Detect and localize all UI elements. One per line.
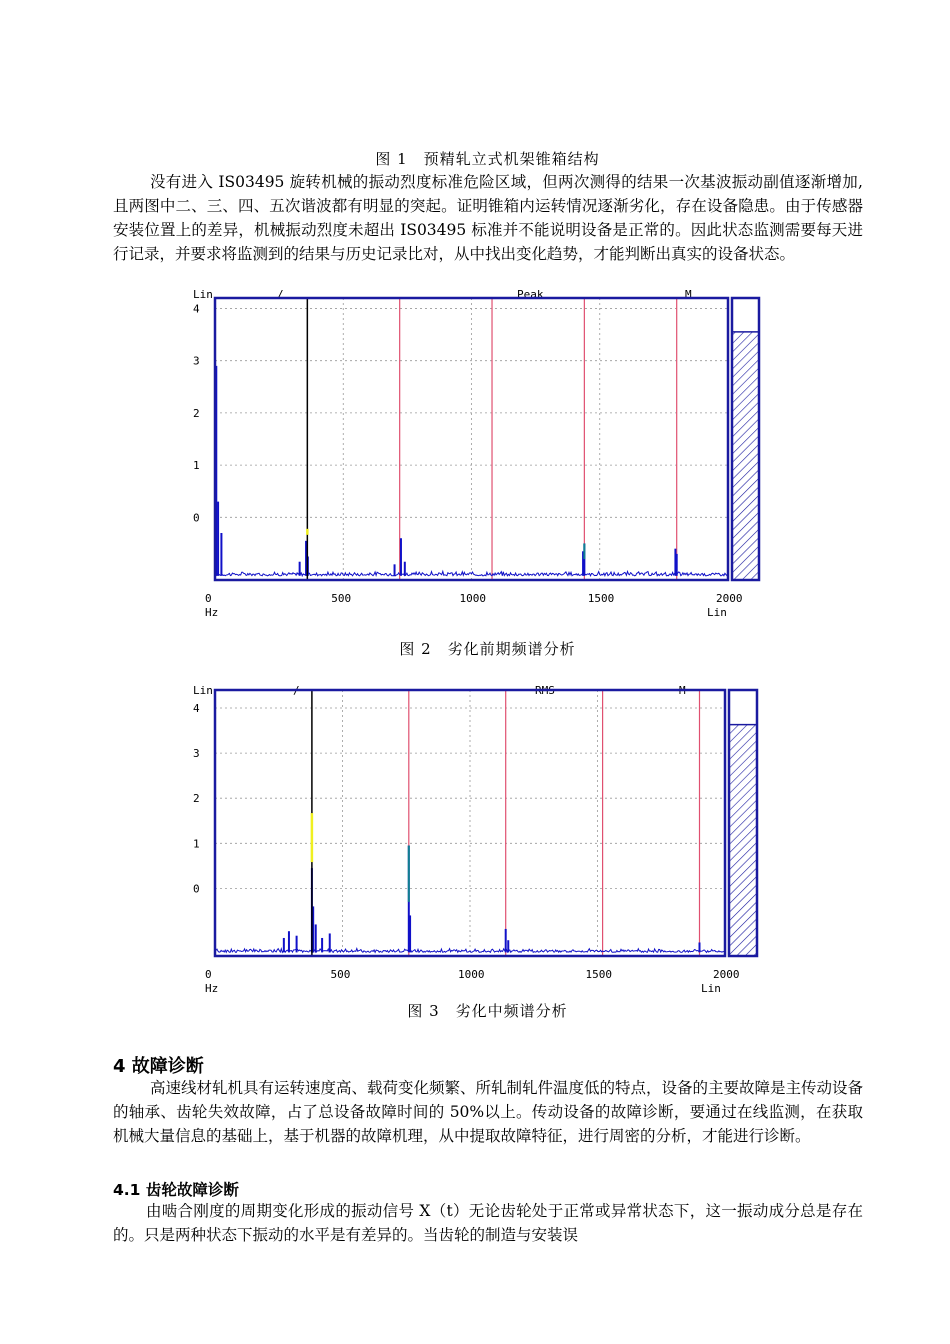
fig2-spectrum-chart [185, 288, 775, 624]
fig3-spectrum-chart [185, 684, 775, 998]
fig2-plot [193, 298, 759, 605]
subsection-4-1-body [113, 1199, 863, 1247]
fig3-x-tick-2000: 2000 [713, 968, 740, 981]
fig2-top-slash: / [277, 288, 284, 301]
fig2-top-left-label: Lin [193, 288, 213, 301]
fig3-y-tick-1: 1 [193, 837, 200, 851]
fig3-y-tick-0: 0 [193, 882, 200, 896]
paragraph-intro-text: 没有进入 IS03495 旋转机械的振动烈度标准危险区域，但两次测得的结果一次基波振动副值逐渐增加,且两图中二、三、四、五次谐波都有明显的突起。证明锥箱内运转情况逐渐劣化，存在设备隐患。由于传感器安装位置上的差异，机械振动烈度未超出 IS03495 标准并不能说明设备是正常的。因此状态监测需要每天进行记录，并要求将监测到的结果与历史记录比对，从中找出变化趋势，才能判断出真实的设备状态。 [113, 173, 863, 263]
fig2-caption: 图 2 劣化前期频谱分析 [399, 640, 576, 658]
fig3-x-unit-left: Hz [205, 982, 219, 995]
fig2-y-tick-1: 1 [193, 459, 200, 473]
fig2-x-tick-1000: 1000 [459, 592, 486, 605]
section-4 [113, 1052, 863, 1078]
subsection-4-1-paragraph: 由啮合刚度的周期变化形成的振动信号 X（t）无论齿轮处于正常或异常状态下，这一振动成分总是存在的。只是两种状态下振动的水平是有差异的。当齿轮的制造与安装误 [113, 1202, 863, 1244]
fig2-x-tick-1500: 1500 [587, 592, 615, 605]
fig3-caption: 图 3 劣化中频谱分析 [407, 1002, 568, 1020]
fig3-top-right-label: M [679, 684, 686, 697]
fig3-x-unit-right: Lin [701, 982, 721, 995]
fig2-y-tick-0: 0 [193, 511, 200, 525]
fig1-caption: 图 1 预精轧立式机架锥箱结构 [375, 150, 600, 168]
fig3-plot [193, 690, 757, 981]
fig2-top-mid-label: Peak [517, 288, 544, 301]
fig2-top-right-label: M [685, 288, 692, 301]
fig2-y-tick-2: 2 [193, 406, 200, 420]
fig3-level-bar-fill [729, 725, 757, 956]
fig3-top-left-label: Lin [193, 684, 213, 697]
fig2-x-unit-left: Hz [205, 606, 219, 619]
fig2-y-tick-4: 4 [193, 302, 200, 316]
section-4-body [113, 1076, 863, 1148]
fig3-x-tick-1000: 1000 [458, 968, 485, 981]
fig3-top-mid-label: RMS [535, 684, 555, 697]
section-4-paragraph: 高速线材轧机具有运转速度高、载荷变化频繁、所轧制轧件温度低的特点，设备的主要故障是主传动设备的轴承、齿轮失效故障，占了总设备故障时间的 50%以上。传动设备的故障诊断，要通过在线监测，在获取机械大量信息的基础上，基于机器的故障机理，从中提取故障特征，进行周密的分析，才能进行诊断。 [113, 1079, 864, 1145]
fig2-x-tick-500: 500 [331, 592, 352, 605]
subsection-4-1 [113, 1178, 863, 1200]
fig3-x-tick-1500: 1500 [585, 968, 612, 981]
fig3-x-tick-0: 0 [205, 968, 212, 981]
fig2-x-unit-right: Lin [707, 606, 727, 619]
paragraph-intro [113, 170, 863, 266]
fig2-level-bar-fill [732, 332, 759, 580]
fig3-x-tick-500: 500 [330, 968, 351, 981]
fig2-spectrum-trace [215, 571, 728, 575]
fig2-x-tick-2000: 2000 [716, 592, 743, 605]
fig3-y-tick-4: 4 [193, 702, 200, 716]
fig3-y-tick-3: 3 [193, 747, 200, 761]
fig3-top-slash: / [293, 684, 300, 697]
subsection-4-1-heading: 4.1 齿轮故障诊断 [113, 1181, 239, 1199]
section-4-heading: 4 故障诊断 [113, 1056, 204, 1077]
fig2-y-tick-3: 3 [193, 354, 200, 368]
fig3-y-tick-2: 2 [193, 792, 200, 806]
fig2-x-tick-0: 0 [205, 592, 212, 605]
